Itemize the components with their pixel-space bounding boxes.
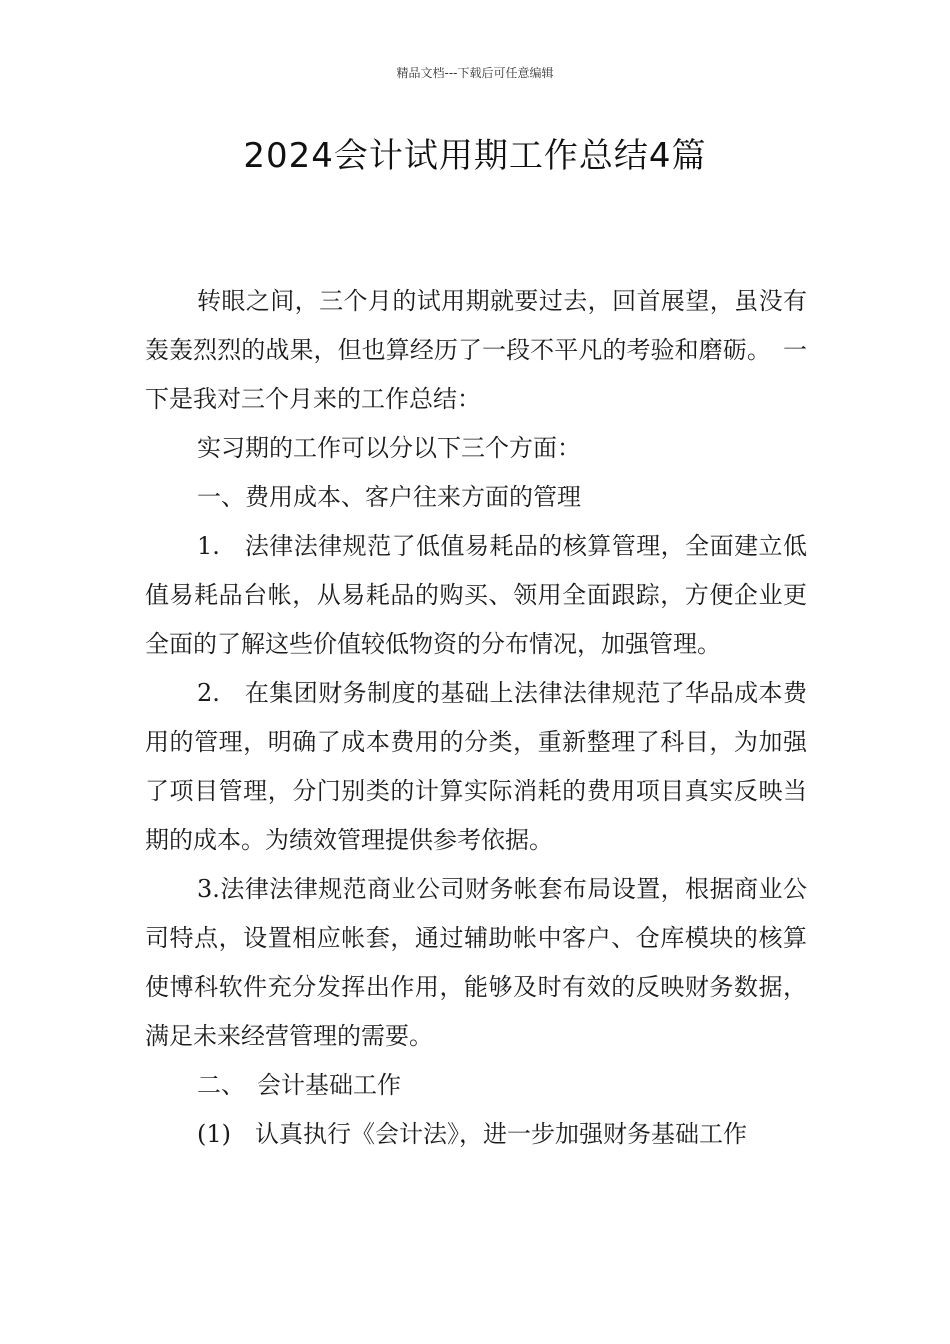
document-body <box>145 277 807 1159</box>
section-heading-1: 一、费用成本、客户往来方面的管理 <box>197 483 581 511</box>
section-heading-2: 二、 会计基础工作 <box>197 1071 401 1099</box>
paragraph-subitem-1: (1) 认真执行《会计法》，进一步加强财务基础工作 <box>197 1120 747 1148</box>
header-note: 精品文档---下载后可任意编辑 <box>396 66 554 80</box>
paragraph-overview: 实习期的工作可以分以下三个方面： <box>197 434 581 462</box>
document-title: 2024会计试用期工作总结4篇 <box>243 136 707 176</box>
paragraph-item-2: 2. 在集团财务制度的基础上法律法律规范了华品成本费用的管理，明确了成本费用的分类，重新整理了科目，为加强了项目管理，分门别类的计算实际消耗的费用项目真实反映当期的成本。为绩效管理提供参考依据。 <box>145 679 807 854</box>
paragraph-item-1: 1. 法律法律规范了低值易耗品的核算管理，全面建立低值易耗品台帐，从易耗品的购买、领用全面跟踪，方便企业更全面的了解这些价值较低物资的分布情况，加强管理。 <box>145 532 807 658</box>
paragraph-intro: 转眼之间，三个月的试用期就要过去，回首展望，虽没有轰轰烈烈的战果，但也算经历了一段不平凡的考验和磨砺。 一下是我对三个月来的工作总结： <box>145 287 807 413</box>
paragraph-item-3: 3.法律法律规范商业公司财务帐套布局设置，根据商业公司特点，设置相应帐套，通过辅助帐中客户、仓库模块的核算使博科软件充分发挥出作用，能够及时有效的反映财务数据，满足未来经营管理的需要。 <box>145 875 807 1050</box>
